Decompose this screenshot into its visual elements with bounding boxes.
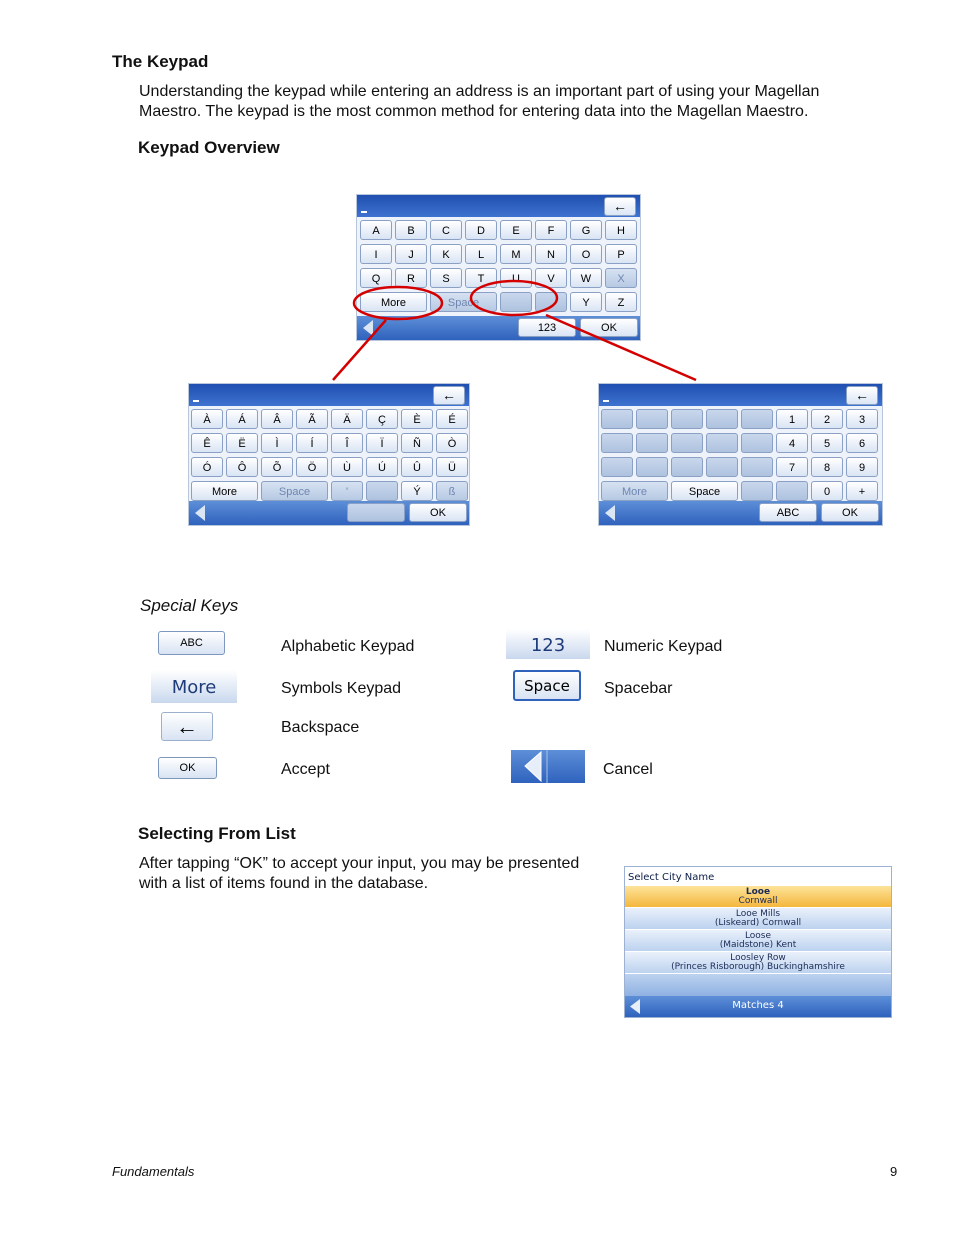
- key-b[interactable]: B: [395, 220, 427, 240]
- city-list-image: [624, 866, 892, 1018]
- list-item-name: Looe: [745, 887, 771, 897]
- key-more[interactable]: More: [360, 292, 427, 312]
- callout-line-left: [333, 320, 386, 380]
- key-w[interactable]: W: [570, 268, 602, 288]
- key-ê[interactable]: Ê: [191, 433, 223, 453]
- key-o[interactable]: O: [570, 244, 602, 264]
- key-x[interactable]: X: [605, 268, 637, 288]
- numeric-key-label: Numeric Keypad: [604, 638, 723, 655]
- key-ñ[interactable]: Ñ: [401, 433, 433, 453]
- key-y[interactable]: Y: [570, 292, 602, 312]
- list-item[interactable]: [625, 886, 891, 907]
- key-9[interactable]: 9: [846, 457, 878, 477]
- key-abc[interactable]: ABC: [759, 503, 817, 522]
- abc-key-icon: ABC: [158, 631, 225, 655]
- key-ò[interactable]: Ò: [436, 433, 468, 453]
- key-e[interactable]: E: [500, 220, 532, 240]
- special-keys-heading: Special Keys: [140, 596, 239, 615]
- space-key-icon: Space: [513, 670, 581, 701]
- footer-section-name: Fundamentals: [112, 1164, 195, 1179]
- backspace-key[interactable]: ←: [433, 386, 465, 405]
- key-m[interactable]: M: [500, 244, 532, 264]
- key-a[interactable]: A: [360, 220, 392, 240]
- select-text-line1: After tapping “OK” to accept your input, you may be presented: [139, 855, 580, 872]
- space-key-label: Spacebar: [604, 680, 673, 697]
- key-ú[interactable]: Ú: [366, 457, 398, 477]
- key-more[interactable]: More: [191, 481, 258, 501]
- key-f[interactable]: F: [535, 220, 567, 240]
- key-è[interactable]: È: [401, 409, 433, 429]
- key-u[interactable]: U: [500, 268, 532, 288]
- callout-line-right: [546, 315, 696, 380]
- key-7[interactable]: 7: [776, 457, 808, 477]
- section-heading-keypad: The Keypad: [112, 52, 209, 71]
- cancel-key-label: Cancel: [603, 761, 653, 778]
- key-5[interactable]: 5: [811, 433, 843, 453]
- key-û[interactable]: Û: [401, 457, 433, 477]
- key-i[interactable]: I: [360, 244, 392, 264]
- key-â[interactable]: Â: [261, 409, 293, 429]
- key-í[interactable]: Í: [296, 433, 328, 453]
- select-text-line2: with a list of items found in the database.: [139, 875, 429, 892]
- city-list-title: Select City Name: [628, 872, 715, 883]
- key-à[interactable]: À: [191, 409, 223, 429]
- key-ô[interactable]: Ô: [226, 457, 258, 477]
- callout-annotations: [0, 0, 954, 560]
- key-ß[interactable]: ß: [436, 481, 468, 501]
- key-s[interactable]: S: [430, 268, 462, 288]
- key-ok[interactable]: OK: [409, 503, 467, 522]
- key-v[interactable]: V: [535, 268, 567, 288]
- matches-count: Matches 4: [732, 1000, 784, 1011]
- list-item-region: Cornwall: [738, 896, 778, 906]
- left-arrow-icon: [511, 750, 585, 783]
- list-item-name: Loose: [744, 931, 772, 941]
- key-ã[interactable]: Ã: [296, 409, 328, 429]
- list-item[interactable]: [625, 930, 891, 951]
- numeric-highlight-circle: [471, 281, 557, 315]
- key-j[interactable]: J: [395, 244, 427, 264]
- key-ö[interactable]: Ö: [296, 457, 328, 477]
- key-ç[interactable]: Ç: [366, 409, 398, 429]
- key-l[interactable]: L: [465, 244, 497, 264]
- empty-list-row: [625, 974, 891, 996]
- list-bottom-bar: [625, 996, 891, 1017]
- key-h[interactable]: H: [605, 220, 637, 240]
- list-item-region: (Maidstone) Kent: [719, 940, 797, 950]
- key-ý[interactable]: Ý: [401, 481, 433, 501]
- key-d[interactable]: D: [465, 220, 497, 240]
- intro-text-line2: Maestro. The keypad is the most common method for entering data into the Magellan Maestro.: [139, 103, 809, 120]
- key-ok[interactable]: OK: [821, 503, 879, 522]
- list-item[interactable]: [625, 952, 891, 973]
- key-g[interactable]: G: [570, 220, 602, 240]
- key-space[interactable]: Space: [430, 292, 497, 312]
- key-á[interactable]: Á: [226, 409, 258, 429]
- ok-key-icon: OK: [158, 757, 217, 779]
- key-123[interactable]: 123: [518, 318, 576, 337]
- key-space[interactable]: Space: [671, 481, 738, 501]
- key-more[interactable]: More: [601, 481, 668, 501]
- backspace-key[interactable]: ←: [846, 386, 878, 405]
- subsection-heading-overview: Keypad Overview: [138, 138, 280, 157]
- ok-key-label: Accept: [281, 761, 330, 778]
- cancel-key-icon: [511, 750, 585, 783]
- key-8[interactable]: 8: [811, 457, 843, 477]
- key-space[interactable]: Space: [261, 481, 328, 501]
- key-q[interactable]: Q: [360, 268, 392, 288]
- list-item[interactable]: [625, 908, 891, 929]
- key-p[interactable]: P: [605, 244, 637, 264]
- more-key-label: Symbols Keypad: [281, 680, 402, 697]
- key-ì[interactable]: Ì: [261, 433, 293, 453]
- key-ü[interactable]: Ü: [436, 457, 468, 477]
- key-0[interactable]: 0: [811, 481, 843, 501]
- key-k[interactable]: K: [430, 244, 462, 264]
- list-item-name: Looe Mills: [735, 909, 781, 919]
- more-highlight-circle: [354, 287, 442, 319]
- key-î[interactable]: Î: [331, 433, 363, 453]
- key-t[interactable]: T: [465, 268, 497, 288]
- intro-text-line1: Understanding the keypad while entering an address is an important part of using your Magellan: [139, 83, 820, 100]
- page-number: 9: [890, 1164, 898, 1179]
- key-c[interactable]: C: [430, 220, 462, 240]
- key-ok[interactable]: OK: [580, 318, 638, 337]
- list-item-region: (Princes Risborough) Buckinghamshire: [671, 962, 845, 972]
- key-n[interactable]: N: [535, 244, 567, 264]
- list-item-region: (Liskeard) Cornwall: [714, 918, 802, 928]
- key-2[interactable]: 2: [811, 409, 843, 429]
- key-ó[interactable]: Ó: [191, 457, 223, 477]
- list-item-name: Loosley Row: [730, 953, 786, 963]
- key-ë[interactable]: Ë: [226, 433, 258, 453]
- key-z[interactable]: Z: [605, 292, 637, 312]
- key-é[interactable]: É: [436, 409, 468, 429]
- key-õ[interactable]: Õ: [261, 457, 293, 477]
- key-'[interactable]: ': [331, 481, 363, 501]
- key-4[interactable]: 4: [776, 433, 808, 453]
- key-ù[interactable]: Ù: [331, 457, 363, 477]
- more-key-icon: More: [151, 670, 237, 703]
- key-ï[interactable]: Ï: [366, 433, 398, 453]
- key-6[interactable]: 6: [846, 433, 878, 453]
- abc-key-label: Alphabetic Keypad: [281, 638, 415, 655]
- backspace-key-label: Backspace: [281, 719, 360, 736]
- subsection-heading-select: Selecting From List: [138, 824, 296, 843]
- key-r[interactable]: R: [395, 268, 427, 288]
- key-+[interactable]: +: [846, 481, 878, 501]
- numeric-key-icon: 123: [506, 629, 590, 659]
- backspace-key-icon: ←: [161, 712, 213, 741]
- key-1[interactable]: 1: [776, 409, 808, 429]
- key-ä[interactable]: Ä: [331, 409, 363, 429]
- key-3[interactable]: 3: [846, 409, 878, 429]
- backspace-key[interactable]: ←: [604, 197, 636, 216]
